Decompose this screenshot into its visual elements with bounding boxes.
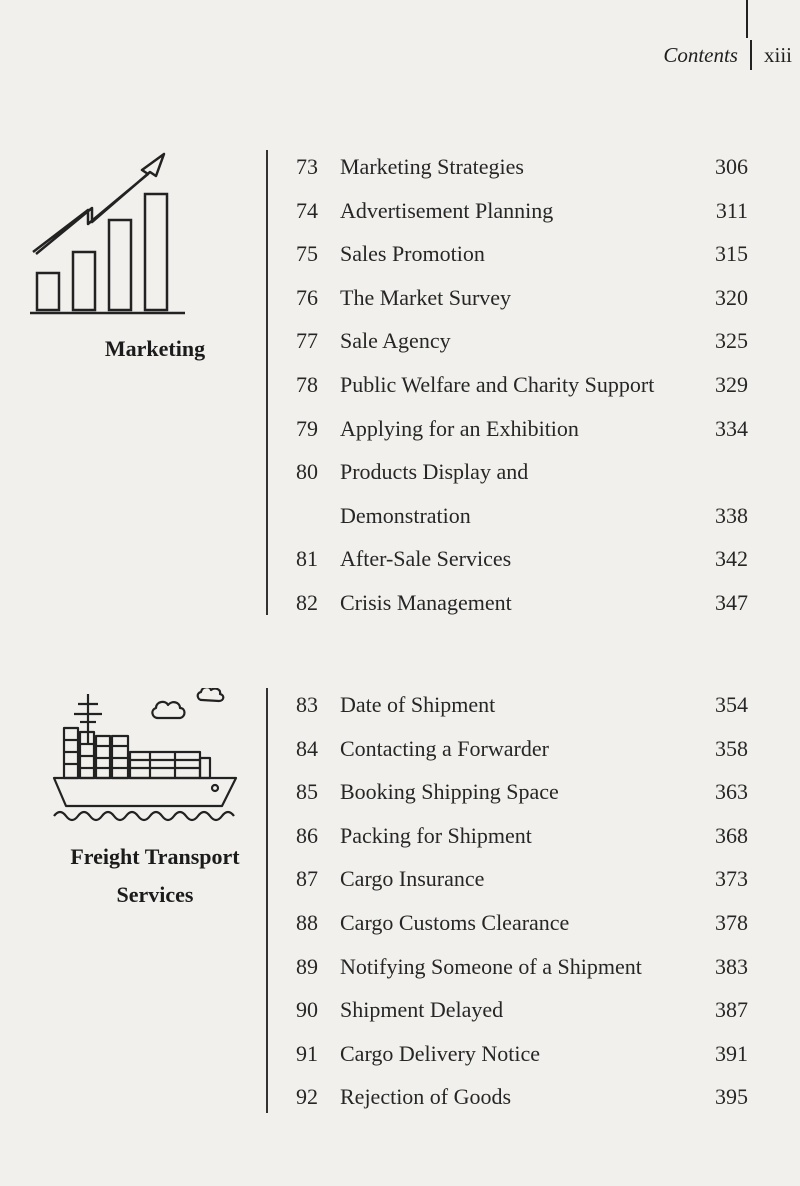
chapter-number: 74 [296,197,318,223]
toc-list-freight [268,683,758,1119]
page-number: 329 [715,371,748,397]
chapter-number: 84 [296,735,318,761]
toc-entry-continuation[interactable] [268,494,758,538]
chapter-title: Demonstration [340,502,471,528]
toc-entry[interactable] [268,1032,758,1076]
chapter-title: Cargo Delivery Notice [340,1040,540,1066]
chapter-title: Advertisement Planning [340,197,554,223]
toc-entry[interactable] [268,945,758,989]
chapter-number: 92 [296,1084,318,1110]
chapter-number: 90 [296,997,318,1023]
chapter-title: Sale Agency [340,328,451,354]
chapter-title: Cargo Insurance [340,866,485,892]
toc-entry[interactable] [268,319,758,363]
page-number: 334 [715,415,748,441]
chapter-title: Packing for Shipment [340,822,532,848]
chapter-number: 76 [296,284,318,310]
section-label-marketing: Marketing [104,336,206,361]
toc-entry[interactable] [268,814,758,858]
chapter-number: 78 [296,371,318,397]
chapter-number: 77 [296,328,318,354]
page-number: 354 [715,692,748,717]
chapter-number: 87 [296,866,318,892]
toc-entry[interactable] [268,901,758,945]
toc-entry[interactable] [268,145,758,189]
toc-list-marketing [268,145,758,625]
chapter-title: Shipment Delayed [340,997,504,1023]
page-number: 373 [715,866,748,892]
toc-entry[interactable] [268,537,758,581]
page-number: 378 [715,909,748,935]
toc-entry[interactable] [268,232,758,276]
chapter-title: Crisis Management [340,589,512,615]
toc-entry[interactable] [268,988,758,1032]
chapter-number: 85 [296,779,318,805]
chapter-number: 86 [296,822,318,848]
chapter-title: After-Sale Services [340,546,512,572]
toc-entry[interactable] [268,857,758,901]
toc-entry[interactable] [268,581,758,625]
running-head-separator [750,40,752,70]
section-label-freight-line2: Services [116,882,194,907]
toc-entry[interactable] [268,276,758,320]
chapter-number: 88 [296,909,318,935]
chapter-title: Products Display and [340,459,529,485]
toc-entry[interactable] [268,683,758,727]
chapter-number: 82 [296,589,318,615]
chapter-title: Applying for an Exhibition [340,415,579,441]
bar-chart-growth-icon [30,150,230,320]
container-ship-icon [50,688,250,828]
chapter-number: 80 [296,459,318,485]
chapter-title: Marketing Strategies [340,154,524,179]
chapter-number: 79 [296,415,318,441]
running-head-page-number: xiii [763,42,792,67]
page-number: 387 [715,997,748,1023]
toc-entry[interactable] [268,363,758,407]
page-number: 395 [715,1084,748,1110]
chapter-title: Notifying Someone of a Shipment [340,953,642,979]
page-number: 325 [715,328,748,354]
chapter-title: Rejection of Goods [340,1084,512,1110]
page-number: 315 [715,241,748,267]
page-number: 368 [715,822,748,848]
chapter-title: Cargo Customs Clearance [340,909,570,935]
chapter-number: 81 [296,546,318,572]
toc-entry[interactable] [268,727,758,771]
running-head-title: Contents [663,42,738,67]
chapter-number: 83 [296,692,318,717]
chapter-title: The Market Survey [340,284,512,310]
page-number: 320 [715,284,748,310]
chapter-number: 89 [296,953,318,979]
running-head [663,38,792,72]
page-number: 342 [715,546,748,572]
page-number: 358 [715,735,748,761]
page-number: 338 [715,502,748,528]
toc-entry[interactable] [268,450,758,494]
page-number: 311 [715,197,748,223]
toc-entry[interactable] [268,407,758,451]
page-number: 306 [715,154,748,179]
page-number: 363 [715,779,748,805]
page-number: 347 [715,589,748,615]
page-number: 383 [715,953,748,979]
section-label-freight-line1: Freight Transport [70,844,240,869]
toc-entry[interactable] [268,1075,758,1119]
chapter-title: Public Welfare and Charity Support [340,371,655,397]
chapter-title: Date of Shipment [340,692,496,717]
header-vertical-rule [746,0,748,38]
chapter-title: Booking Shipping Space [340,779,559,805]
toc-entry[interactable] [268,770,758,814]
chapter-number: 73 [296,154,318,179]
toc-entry[interactable] [268,189,758,233]
page-number: 391 [715,1040,748,1066]
chapter-number: 91 [296,1040,318,1066]
chapter-title: Sales Promotion [340,241,485,267]
chapter-title: Contacting a Forwarder [340,735,549,761]
chapter-number: 75 [296,241,318,267]
